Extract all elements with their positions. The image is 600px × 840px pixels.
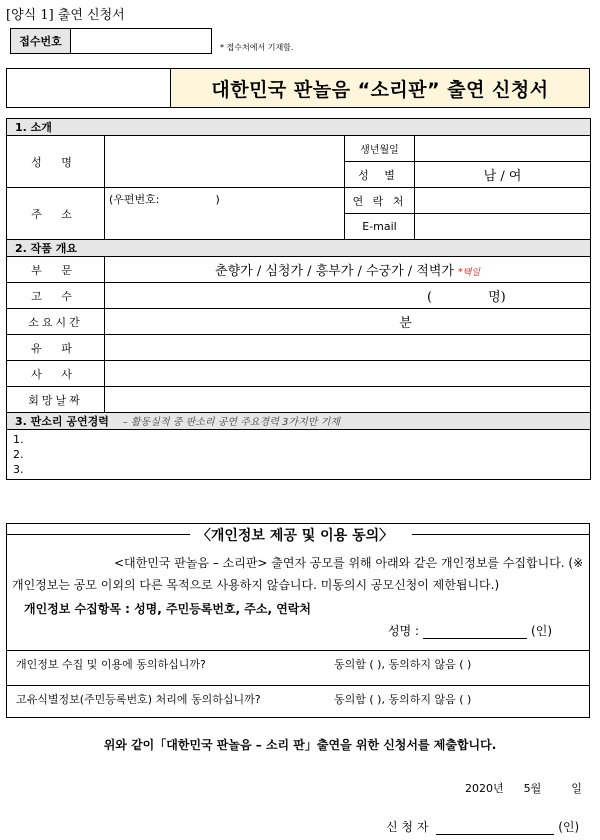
- part-options: 춘향가 / 심청가 / 흥부가 / 수궁가 / 적벽가: [215, 264, 454, 279]
- email-field[interactable]: [415, 214, 591, 240]
- school-field[interactable]: [105, 335, 591, 361]
- name-label: 성 명: [7, 136, 105, 188]
- privacy-signature: [388, 622, 552, 639]
- address-field[interactable]: [105, 188, 345, 240]
- postal-label: (우편번호:: [109, 193, 160, 206]
- date-label: 회망날짜: [7, 387, 105, 413]
- privacy-title: 〈개인정보 제공 및 이용 동의〉: [196, 527, 394, 544]
- application-table: [6, 118, 591, 480]
- gosu-open: (: [427, 290, 433, 305]
- section-3-title: 3. 판소리 공연경력: [15, 415, 109, 428]
- section-3-note-b: 판소리 공연 주요경력: [185, 417, 279, 428]
- postal-close: ): [215, 193, 220, 206]
- career-item-1: 1.: [13, 433, 24, 446]
- section-3-heading: [7, 413, 591, 430]
- teacher-field[interactable]: [105, 361, 591, 387]
- consent-row-1: [6, 650, 590, 677]
- privacy-sign-field[interactable]: [423, 627, 527, 639]
- privacy-text: [12, 552, 587, 596]
- receipt-label: 접수번호: [11, 29, 71, 53]
- application-date: [465, 780, 582, 796]
- privacy-sign-end: (인): [531, 624, 553, 638]
- time-field[interactable]: [105, 309, 591, 335]
- address-label: 주 소: [7, 188, 105, 240]
- gender-label: 성 별: [345, 162, 415, 188]
- section-1-heading: 1. 소개: [7, 119, 591, 136]
- school-label: 유 파: [7, 335, 105, 361]
- date-year: 2020년: [465, 782, 504, 795]
- consent-row-2: [6, 685, 590, 712]
- section-3-note-a: – 활동실적 중: [122, 417, 186, 428]
- page-title: 대한민국 판놀음 “소리판” 출연 신청서: [171, 69, 589, 107]
- consent-question-2: 고유식별정보(주민등록번호) 처리에 동의하십니까?: [16, 693, 261, 706]
- birth-field[interactable]: [415, 136, 591, 162]
- gosu-label: 고 수: [7, 283, 105, 309]
- applicant-field[interactable]: [436, 823, 554, 835]
- applicant-signature: [386, 818, 579, 835]
- date-field[interactable]: [105, 387, 591, 413]
- time-label: 소요시간: [7, 309, 105, 335]
- privacy-sign-label: 성명 :: [388, 624, 420, 638]
- part-label: 부 문: [7, 257, 105, 283]
- submission-statement: 위와 같이「대한민국 판놀음 – 소리 판」출연을 위한 신청서를 제출합니다.: [103, 738, 497, 752]
- teacher-label: 사 사: [7, 361, 105, 387]
- birth-label: 생년월일: [345, 136, 415, 162]
- privacy-body: <대한민국 판놀음 – 소리판> 출연자 공모를 위해 아래와 같은 개인정보를 수집합니다. (※개인정보는 공모 이외의 다른 목적으로 사용하지 않습니다. 미동의시 공모신청이 제한됩니다.): [12, 556, 584, 592]
- form-id: [양식 1] 출연 신청서: [6, 8, 125, 23]
- part-note: *택일: [458, 268, 481, 278]
- career-item-3: 3.: [13, 463, 24, 476]
- receipt-box: [10, 28, 212, 54]
- consent-question-1: 개인정보 수집 및 이용에 동의하십니까?: [16, 658, 206, 671]
- receipt-number-field[interactable]: [71, 29, 211, 53]
- section-2-heading: 2. 작품 개요: [7, 240, 591, 257]
- email-label: E-mail: [345, 214, 415, 240]
- gosu-unit: 명): [488, 290, 506, 305]
- applicant-end: (인): [558, 820, 580, 834]
- date-day: 일: [571, 782, 582, 795]
- applicant-label: 신 청 자: [386, 820, 429, 834]
- title-box: [6, 68, 590, 108]
- gender-field[interactable]: 남 / 여: [415, 162, 591, 188]
- consent-answer-1[interactable]: 동의함 ( ), 동의하지 않음 ( ): [334, 658, 472, 671]
- gosu-field[interactable]: [105, 283, 591, 309]
- privacy-items: 개인정보 수집항목 : 성명, 주민등록번호, 주소, 연락처: [24, 602, 311, 616]
- contact-field[interactable]: [415, 188, 591, 214]
- receipt-note: * 접수처에서 기재함.: [220, 43, 294, 52]
- section-3-note-c: 3가지만 기재: [278, 417, 340, 428]
- career-field[interactable]: [7, 430, 591, 480]
- title-blank: [7, 69, 171, 107]
- consent-answer-2[interactable]: 동의함 ( ), 동의하지 않음 ( ): [334, 693, 472, 706]
- time-unit: 분: [399, 316, 412, 331]
- part-field[interactable]: [105, 257, 591, 283]
- career-item-2: 2.: [13, 448, 24, 461]
- name-field[interactable]: [105, 136, 345, 188]
- contact-label: 연 락 처: [345, 188, 415, 214]
- date-month: 5월: [523, 782, 542, 795]
